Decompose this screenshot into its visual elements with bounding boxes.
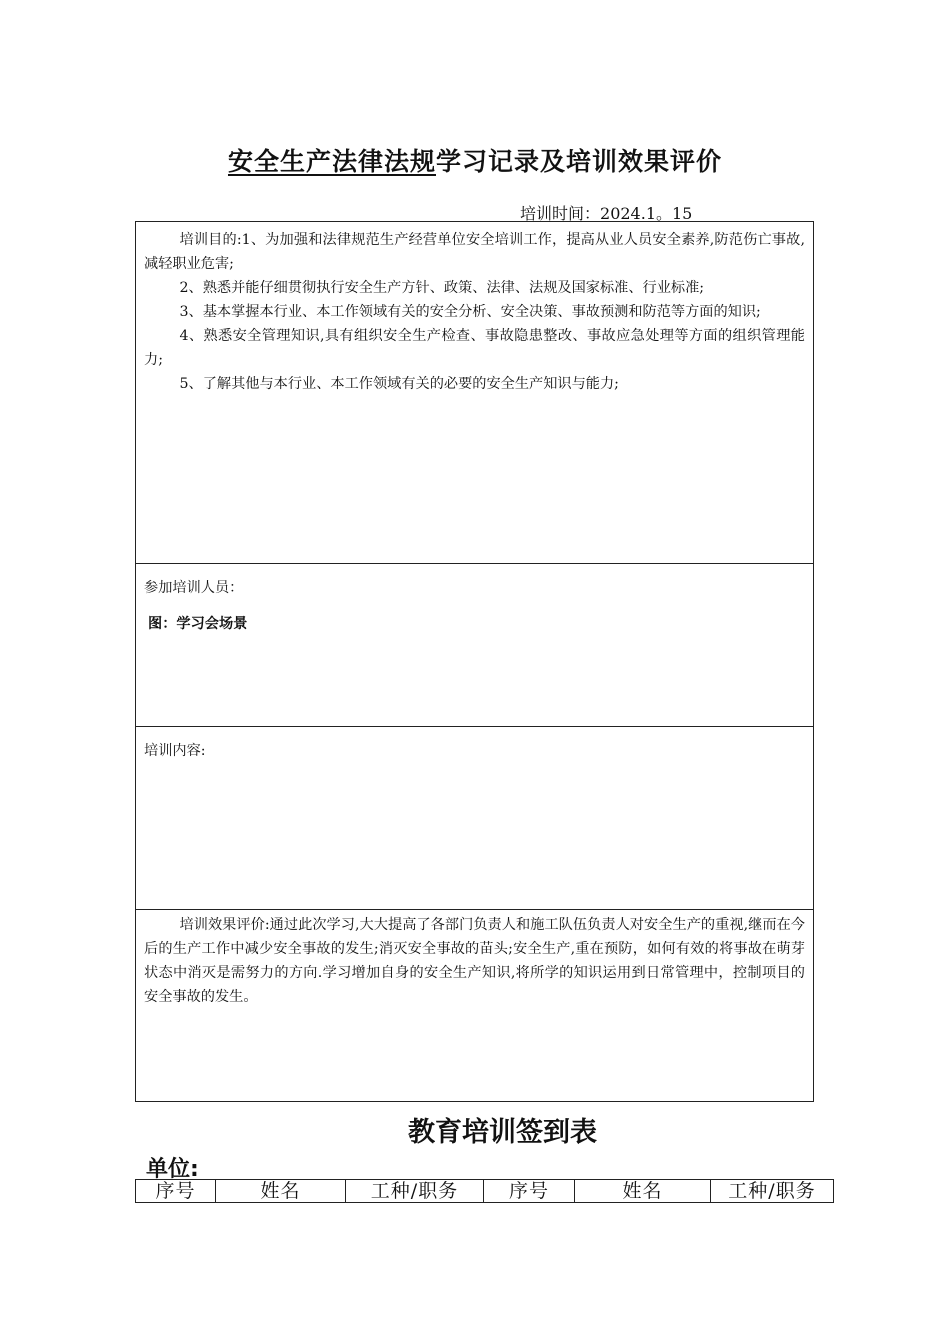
- title-rest: 学习记录及培训效果评价: [436, 147, 723, 176]
- table-header-row: [136, 1180, 834, 1203]
- content-label: 培训内容:: [144, 743, 206, 759]
- purpose-line-2: 2、熟悉并能仔细贯彻执行安全生产方针、政策、法律、法规及国家标准、行业标准;: [179, 280, 705, 296]
- participants-section: [135, 563, 814, 727]
- signin-title: 教育培训签到表: [408, 1117, 597, 1148]
- purpose-line-5: 5、了解其他与本行业、本工作领域有关的必要的安全生产知识与能力;: [179, 376, 619, 392]
- figure-caption: 图：学习会场景: [148, 616, 248, 632]
- header-cell-seq-2: 序号: [484, 1180, 575, 1203]
- date-label: 培训时间：: [520, 204, 601, 223]
- purpose-section: [135, 221, 814, 564]
- evaluation-section: [135, 909, 814, 1102]
- signin-table: [135, 1179, 834, 1203]
- content-section: [135, 726, 814, 910]
- header-cell-name: 姓名: [216, 1180, 346, 1203]
- purpose-line-1: 培训目的:1、为加强和法律规范生产经营单位安全培训工作，提高从业人员安全素养,防范伤亡事故,减轻职业危害;: [144, 232, 805, 272]
- purpose-line-3: 3、基本掌握本行业、本工作领域有关的安全分析、安全决策、事故预测和防范等方面的知识;: [179, 304, 761, 320]
- unit-label: 单位:: [146, 1157, 199, 1182]
- header-cell-job-2: 工种/职务: [711, 1180, 834, 1203]
- page-title: [0, 142, 950, 178]
- header-cell-name-2: 姓名: [575, 1180, 711, 1203]
- participants-label: 参加培训人员：: [144, 580, 244, 596]
- evaluation-text: 培训效果评价:通过此次学习,大大提高了各部门负责人和施工队伍负责人对安全生产的重视,继而在今后的生产工作中减少安全事故的发生;消灭安全事故的苗头;安全生产,重在预防，如何有效的将事故在萌芽状态中消灭是需努力的方向.学习增加自身的安全生产知识,将所学的知识运用到日常管理中，控制项目的安全事故的发生。: [144, 917, 805, 1005]
- title-underlined: 安全生产法律法规: [227, 147, 436, 176]
- date-value: 2024.1。15: [600, 204, 693, 223]
- header-cell-seq: 序号: [136, 1180, 216, 1203]
- purpose-line-4: 4、熟悉安全管理知识,具有组织安全生产检查、事故隐患整改、事故应急处理等方面的组织管理能力;: [144, 328, 805, 368]
- header-cell-job: 工种/职务: [346, 1180, 484, 1203]
